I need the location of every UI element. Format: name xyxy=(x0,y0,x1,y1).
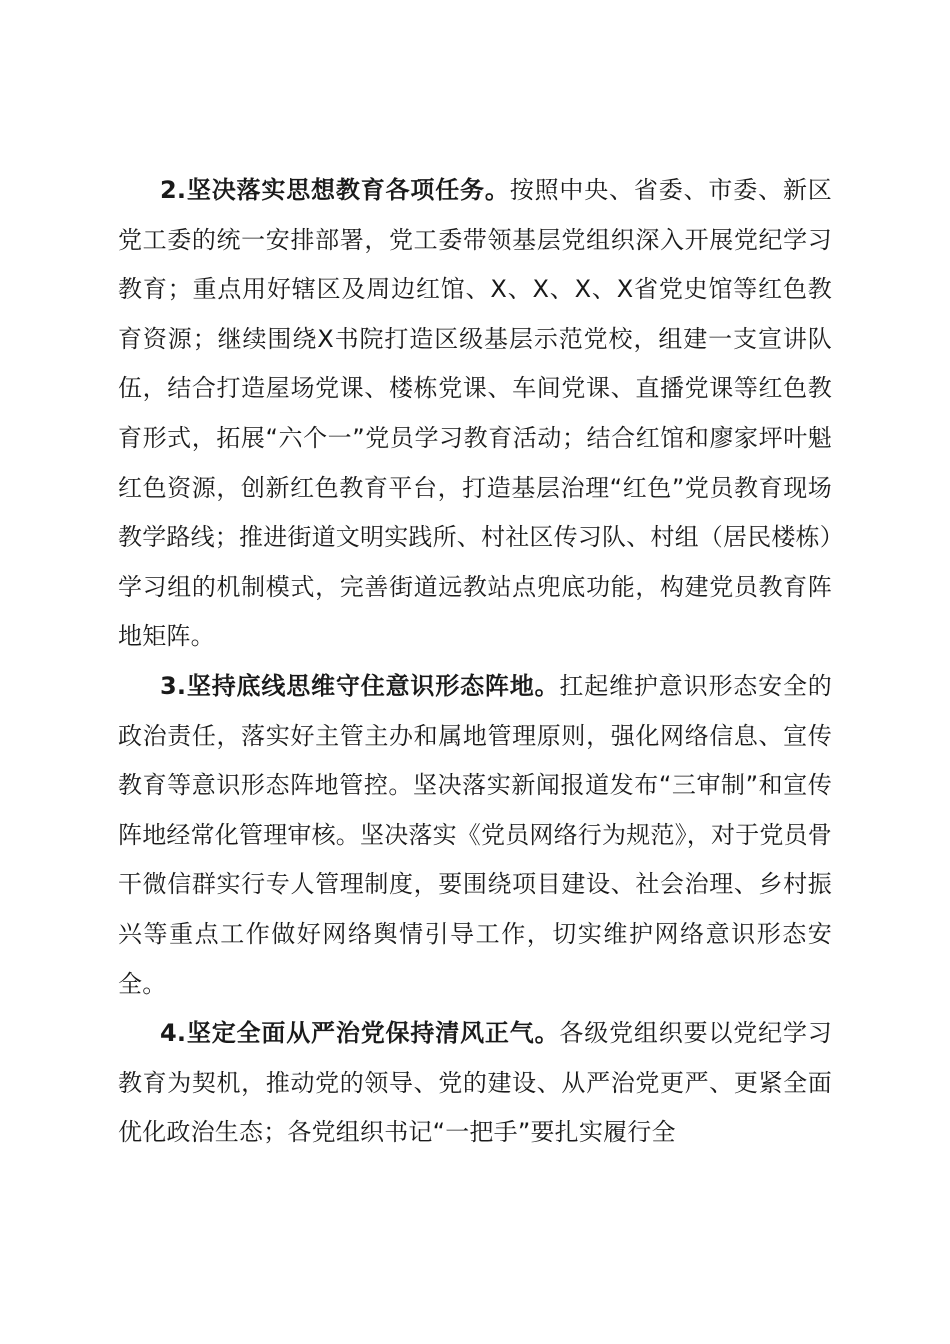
paragraph-text: 各级党组织要以党纪学习教育为契机，推动党的领导、党的建设、从严治党更严、更紧全面优化政治生态；各党组织书记“一把手”要扎实履行全 xyxy=(118,1019,832,1147)
paragraph-heading: 3.坚持底线思维守住意识形态阵地。 xyxy=(160,671,560,700)
paragraph-ideological-education xyxy=(118,166,832,662)
paragraph-ideology-front xyxy=(118,662,832,1009)
paragraph-text: 按照中央、省委、市委、新区党工委的统一安排部署，党工委带领基层党组织深入开展党纪学习教育；重点用好辖区及周边红馆、X、X、X、X省党史馆等红色教育资源；继续围绕X书院打造区级基层示范党校，组建一支宣讲队伍，结合打造屋场党课、楼栋党课、车间党课、直播党课等红色教育形式，拓展“六个一”党员学习教育活动；结合红馆和廖家坪叶魁红色资源，创新红色教育平台，打造基层治理“红色”党员教育现场教学路线；推进街道文明实践所、村社区传习队、村组（居民楼栋）学习组的机制模式，完善街道远教站点兜底功能，构建党员教育阵地矩阵。 xyxy=(118,176,832,651)
paragraph-strict-governance xyxy=(118,1009,832,1158)
document-body xyxy=(118,166,832,1158)
paragraph-heading: 4.坚定全面从严治党保持清风正气。 xyxy=(160,1019,560,1048)
paragraph-heading: 2.坚决落实思想教育各项任务。 xyxy=(160,176,510,204)
paragraph-text: 扛起维护意识形态安全的政治责任，落实好主管主办和属地管理原则，强化网络信息、宣传教育等意识形态阵地管控。坚决落实新闻报道发布“三审制”和宣传阵地经常化管理审核。坚决落实《党员网络行为规范》，对于党员骨干微信群实行专人管理制度，要围绕项目建设、社会治理、乡村振兴等重点工作做好网络舆情引导工作，切实维护网络意识形态安全。 xyxy=(118,671,832,998)
